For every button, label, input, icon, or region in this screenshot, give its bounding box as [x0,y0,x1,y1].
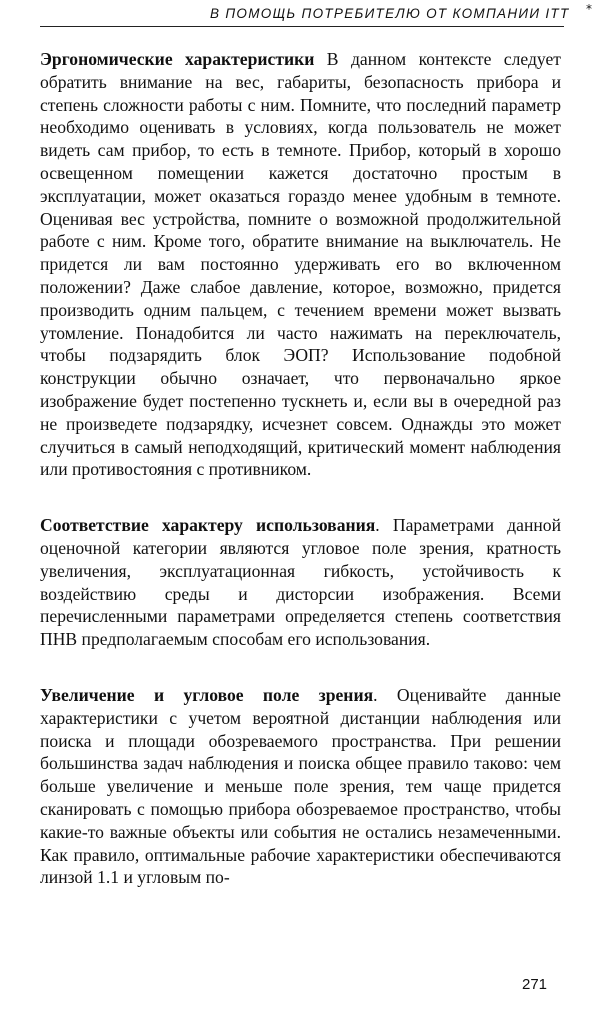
paragraph-term: Соответствие характеру использования [40,515,376,536]
paragraph-text: . Оценивайте данные характеристики с учетом вероятной дистанции наблюдения или поиска и площади обозреваемого пространства. При решении большинства задач наблюдения и поиска общее правило таково: чем больше увеличение и меньше поле зрения, тем чаще придется сканировать с помощью прибора обозреваемое пространство, чтобы какие-то важные объекты или события не остались незамеченными. Как правило, оптимальные рабочие характеристики обеспечиваются линзой 1.1 и угловым по- [40,684,561,888]
paragraph-ergonomics [40,48,561,481]
paragraph-term: Увеличение и угловое поле зрения [40,684,374,705]
paragraph-term: Эргономические характеристики [40,49,315,69]
paragraph-usage-fit [40,514,561,651]
running-title: В ПОМОЩЬ ПОТРЕБИТЕЛЮ ОТ КОМПАНИИ ITT [210,6,570,21]
corner-mark: * [586,2,592,16]
paragraph-text: . Параметрами данной оценочной категории являются угловое поле зрения, кратность увеличения, эксплуатационная гибкость, устойчивость к воздействию среды и дисторсии изображения. Всеми перечисленными параметрами определяется степень соответствия ПНВ предполагаемым способам его использования. [40,515,561,650]
page-number: 271 [522,976,548,993]
paragraph-magnification [40,684,561,889]
header-divider [40,26,564,27]
body-text [40,48,561,889]
paragraph-text: В данном контексте следует обратить внимание на вес, габариты, безопасность прибора и степень сложности работы с ним. Помните, что последний параметр необходимо оценивать в условиях, когда пользователь не может видеть сам прибор, то есть в темноте. Прибор, который в хорошо освещенном помещении кажется достаточно простым в эксплуатации, может оказаться гораздо менее удобным в темноте. Оценивая вес устройства, помните о возможной продолжительной работе с ним. Кроме того, обратите внимание на выключатель. Не придется ли вам постоянно удерживать его во включенном положении? Даже слабое давление, которое, возможно, придется производить одним пальцем, с течением времени может вызвать утомление. Понадобится ли часто нажимать на переключатель, чтобы подзарядить блок ЭОП? Использование подобной конструкции обычно означает, что первоначально яркое изображение будет постепенно тускнеть и, если вы в очередной раз не произведете подзарядку, исчезнет совсем. Однажды это может случиться в самый неподходящий, критический момент наблюдения или противостояния с противником. [40,49,561,480]
